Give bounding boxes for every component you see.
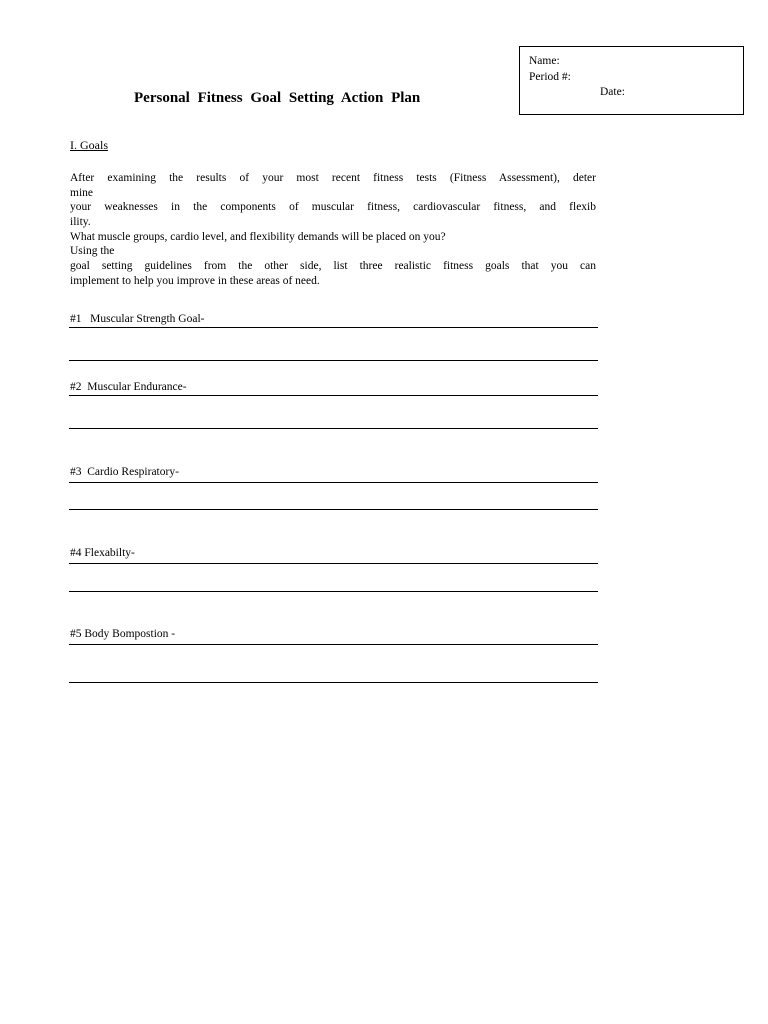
name-label: Name: xyxy=(529,55,560,67)
goal-1-answer-line[interactable] xyxy=(69,360,598,361)
instructions-line: implement to help you improve in these areas of need. xyxy=(70,274,320,287)
instructions-paragraph xyxy=(70,171,596,289)
page-title: Personal Fitness Goal Setting Action Plan xyxy=(134,90,421,106)
goal-4-answer-line[interactable] xyxy=(69,563,598,564)
period-label: Period #: xyxy=(529,71,571,83)
goal-2-answer-line[interactable] xyxy=(69,395,598,396)
instructions-line: your weaknesses in the components of muscular fitness, cardiovascular fitness, and flexib xyxy=(70,201,596,214)
goal-2-answer-line[interactable] xyxy=(69,428,598,429)
instructions-line: What muscle groups, cardio level, and flexibility demands will be placed on you? xyxy=(70,230,446,243)
instructions-line: After examining the results of your most recent fitness tests (Fitness Assessment), deter xyxy=(70,172,596,184)
goal-5-answer-line[interactable] xyxy=(69,682,598,683)
goal-2-label: #2 Muscular Endurance- xyxy=(70,381,187,393)
instructions-line: ility. xyxy=(70,216,91,229)
goal-4-answer-line[interactable] xyxy=(69,591,598,592)
goal-3-answer-line[interactable] xyxy=(69,482,598,483)
goal-5-answer-line[interactable] xyxy=(69,644,598,645)
instructions-line: Using the xyxy=(70,245,115,258)
goal-3-answer-line[interactable] xyxy=(69,509,598,510)
date-label: Date: xyxy=(600,86,625,98)
instructions-line: goal setting guidelines from the other side, list three realistic fitness goals that you can xyxy=(70,260,596,273)
goal-4-label: #4 Flexabilty- xyxy=(70,547,135,559)
goal-5-label: #5 Body Bompostion - xyxy=(70,628,176,640)
goal-1-answer-line[interactable] xyxy=(69,327,598,328)
goal-1-label: #1 Muscular Strength Goal- xyxy=(70,313,205,325)
section-heading-goals: I. Goals xyxy=(70,138,108,152)
goal-3-label: #3 Cardio Respiratory- xyxy=(70,466,179,478)
student-info-box xyxy=(519,46,744,115)
instructions-line: mine xyxy=(70,186,93,199)
